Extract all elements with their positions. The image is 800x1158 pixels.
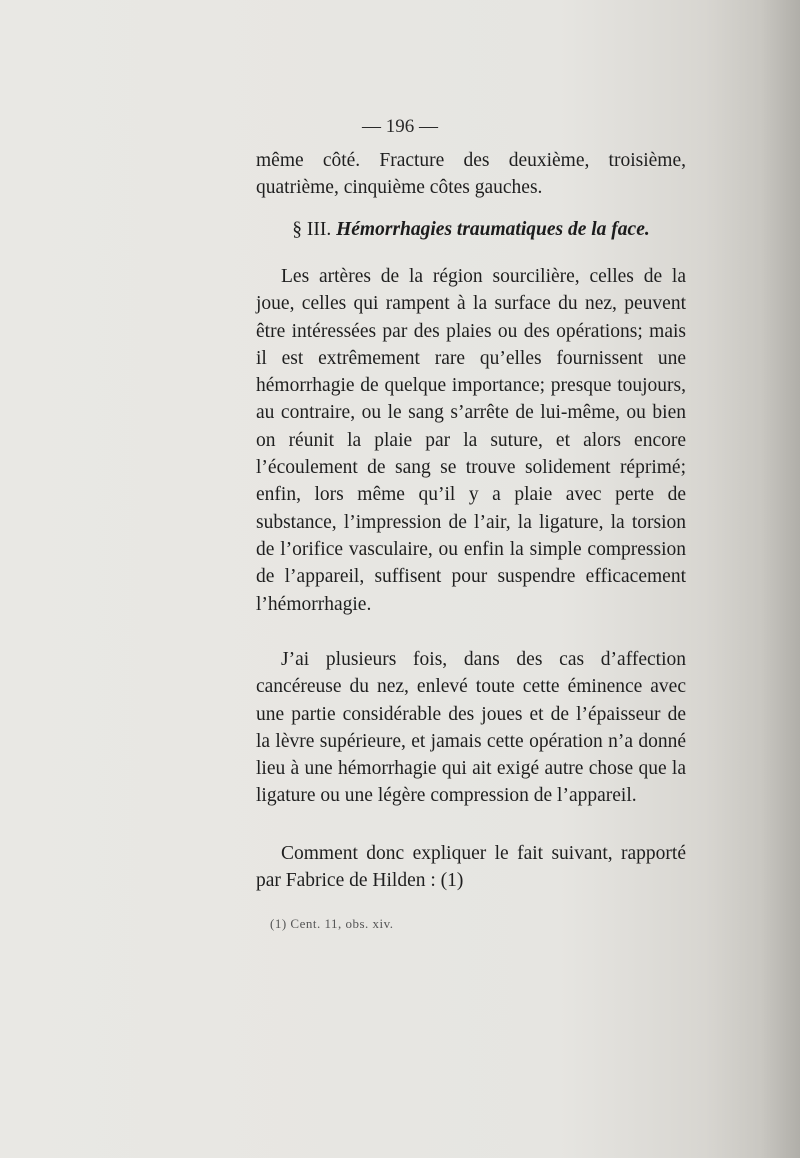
continuation-text: [256, 147, 686, 202]
footnote: (1) Cent. 11, obs. xiv.: [270, 916, 394, 931]
page-number: — 196 —: [362, 116, 438, 137]
paragraph-1: [256, 263, 686, 618]
body-paragraph: Comment donc expliquer le fait suivant, rapporté par Fabrice de Hilden : (1): [256, 843, 686, 892]
paragraph-3: [256, 840, 686, 895]
paragraph-2: [256, 646, 686, 810]
continuation-paragraph: même côté. Fracture des deuxième, troisième, quatrième, cinquième côtes gauches.: [256, 150, 686, 199]
section-number: § III.: [292, 219, 332, 240]
section-heading: [256, 219, 686, 241]
body-paragraph: J’ai plusieurs fois, dans des cas d’affection cancéreuse du nez, enlevé toute cette éminence avec une partie considérable des joues et de l’épaisseur de la lèvre supérieure, et jamais cette opération n’a donné lieu à une hémorrhagie qui ait exigé autre chose que la ligature ou une légère compression de l’appareil.: [256, 649, 686, 807]
body-paragraph: Les artères de la région sourcilière, celles de la joue, celles qui rampent à la surface du nez, peuvent être intéressées par des plaies ou des opérations; mais il est extrêmement rare qu’elles fournissent une hémorrhagie de quelque importance; presque toujours, au contraire, ou le sang s’arrête de lui-même, ou bien on réunit la plaie par la suture, et alors encore l’écoulement de sang se trouve solidement réprimé; enfin, lors même qu’il y a plaie avec perte de substance, l’impression de l’air, la ligature, la torsion de l’orifice vasculaire, ou enfin la simple compression de l’appareil, suffisent pour suspendre efficacement l’hémorrhagie.: [256, 266, 686, 615]
section-title: Hémorrhagies traumatiques de la face.: [336, 219, 650, 240]
